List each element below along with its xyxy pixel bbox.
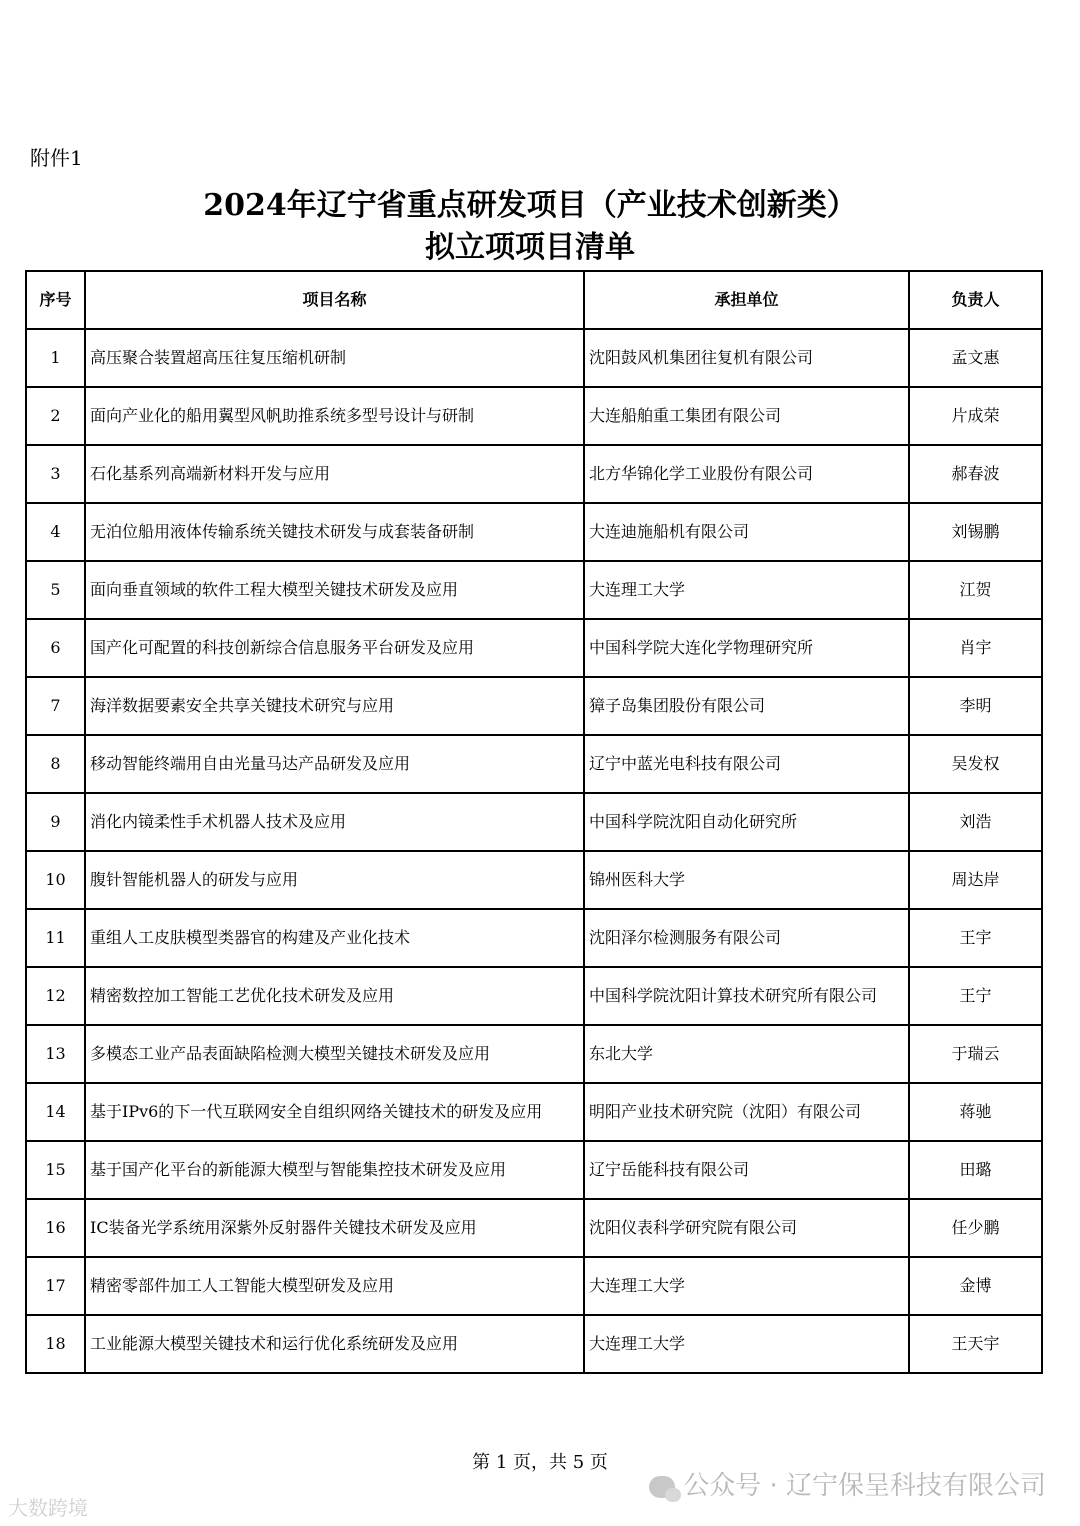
cell-no: 16 — [26, 1199, 85, 1257]
table-row — [26, 793, 1042, 851]
cell-project-name: 移动智能终端用自由光量马达产品研发及应用 — [85, 735, 584, 793]
table-row — [26, 619, 1042, 677]
cell-unit: 大连船舶重工集团有限公司 — [584, 387, 909, 445]
cell-no: 10 — [26, 851, 85, 909]
page-footer: 第 1 页，共 5 页 — [472, 1452, 608, 1473]
cell-no: 6 — [26, 619, 85, 677]
header-no: 序号 — [26, 271, 85, 329]
cell-project-name: 基于国产化平台的新能源大模型与智能集控技术研发及应用 — [85, 1141, 584, 1199]
cell-project-name: 基于IPv6的下一代互联网安全自组织网络关键技术的研发及应用 — [85, 1083, 584, 1141]
table-row — [26, 1257, 1042, 1315]
watermark — [649, 1465, 1046, 1502]
header-project-name: 项目名称 — [85, 271, 584, 329]
attachment-label: 附件1 — [30, 146, 83, 170]
cell-unit: 沈阳泽尔检测服务有限公司 — [584, 909, 909, 967]
cell-unit: 东北大学 — [584, 1025, 909, 1083]
cell-no: 7 — [26, 677, 85, 735]
cell-project-name: 高压聚合装置超高压往复压缩机研制 — [85, 329, 584, 387]
wechat-icon — [649, 1476, 675, 1498]
table-row — [26, 503, 1042, 561]
cell-lead: 吴发权 — [909, 735, 1042, 793]
cell-lead: 江贺 — [909, 561, 1042, 619]
cell-project-name: 消化内镜柔性手术机器人技术及应用 — [85, 793, 584, 851]
cell-no: 3 — [26, 445, 85, 503]
table-row — [26, 1083, 1042, 1141]
table-row — [26, 329, 1042, 387]
cell-unit: 辽宁中蓝光电科技有限公司 — [584, 735, 909, 793]
cell-lead: 刘浩 — [909, 793, 1042, 851]
cell-project-name: 国产化可配置的科技创新综合信息服务平台研发及应用 — [85, 619, 584, 677]
table-row — [26, 1315, 1042, 1373]
cell-project-name: 面向垂直领域的软件工程大模型关键技术研发及应用 — [85, 561, 584, 619]
cell-lead: 片成荣 — [909, 387, 1042, 445]
cell-lead: 李明 — [909, 677, 1042, 735]
cell-unit: 獐子岛集团股份有限公司 — [584, 677, 909, 735]
cell-unit: 北方华锦化学工业股份有限公司 — [584, 445, 909, 503]
table-row — [26, 851, 1042, 909]
table-row — [26, 1199, 1042, 1257]
table-row — [26, 1025, 1042, 1083]
cell-unit: 沈阳鼓风机集团往复机有限公司 — [584, 329, 909, 387]
cell-no: 9 — [26, 793, 85, 851]
table-row — [26, 967, 1042, 1025]
cell-lead: 于瑞云 — [909, 1025, 1042, 1083]
table-row — [26, 561, 1042, 619]
cell-no: 15 — [26, 1141, 85, 1199]
cell-lead: 周达岸 — [909, 851, 1042, 909]
cell-project-name: 腹针智能机器人的研发与应用 — [85, 851, 584, 909]
cell-project-name: 精密零部件加工人工智能大模型研发及应用 — [85, 1257, 584, 1315]
cell-unit: 大连理工大学 — [584, 561, 909, 619]
cell-no: 12 — [26, 967, 85, 1025]
table-row — [26, 1141, 1042, 1199]
cell-project-name: 面向产业化的船用翼型风帆助推系统多型号设计与研制 — [85, 387, 584, 445]
cell-no: 17 — [26, 1257, 85, 1315]
cell-unit: 中国科学院沈阳计算技术研究所有限公司 — [584, 967, 909, 1025]
cell-no: 14 — [26, 1083, 85, 1141]
cell-project-name: 石化基系列高端新材料开发与应用 — [85, 445, 584, 503]
cell-lead: 蒋驰 — [909, 1083, 1042, 1141]
cell-lead: 田璐 — [909, 1141, 1042, 1199]
table-row — [26, 445, 1042, 503]
cell-no: 4 — [26, 503, 85, 561]
cell-unit: 中国科学院沈阳自动化研究所 — [584, 793, 909, 851]
cell-unit: 大连理工大学 — [584, 1315, 909, 1373]
header-unit: 承担单位 — [584, 271, 909, 329]
cell-no: 18 — [26, 1315, 85, 1373]
cell-lead: 王宇 — [909, 909, 1042, 967]
document-title: 2024年辽宁省重点研发项目（产业技术创新类） — [203, 188, 857, 223]
header-lead: 负责人 — [909, 271, 1042, 329]
cell-project-name: 工业能源大模型关键技术和运行优化系统研发及应用 — [85, 1315, 584, 1373]
cell-unit: 中国科学院大连化学物理研究所 — [584, 619, 909, 677]
table-row — [26, 909, 1042, 967]
cell-unit: 锦州医科大学 — [584, 851, 909, 909]
watermark-text: 公众号 · 辽宁保呈科技有限公司 — [683, 1471, 1046, 1501]
cell-project-name: 精密数控加工智能工艺优化技术研发及应用 — [85, 967, 584, 1025]
cell-lead: 肖宇 — [909, 619, 1042, 677]
document-subtitle: 拟立项项目清单 — [425, 230, 635, 265]
cell-project-name: IC装备光学系统用深紫外反射器件关键技术研发及应用 — [85, 1199, 584, 1257]
cell-no: 13 — [26, 1025, 85, 1083]
cell-project-name: 重组人工皮肤模型类器官的构建及产业化技术 — [85, 909, 584, 967]
table-row — [26, 387, 1042, 445]
cell-unit: 大连理工大学 — [584, 1257, 909, 1315]
cell-lead: 任少鹏 — [909, 1199, 1042, 1257]
project-table — [25, 270, 1043, 1374]
cell-no: 2 — [26, 387, 85, 445]
cell-lead: 孟文惠 — [909, 329, 1042, 387]
corner-watermark: 大数跨境 — [8, 1496, 88, 1520]
cell-project-name: 无泊位船用液体传输系统关键技术研发与成套装备研制 — [85, 503, 584, 561]
cell-lead: 王天宇 — [909, 1315, 1042, 1373]
cell-lead: 刘锡鹏 — [909, 503, 1042, 561]
cell-unit: 沈阳仪表科学研究院有限公司 — [584, 1199, 909, 1257]
cell-no: 1 — [26, 329, 85, 387]
cell-unit: 辽宁岳能科技有限公司 — [584, 1141, 909, 1199]
cell-lead: 王宁 — [909, 967, 1042, 1025]
cell-no: 11 — [26, 909, 85, 967]
table-row — [26, 677, 1042, 735]
cell-unit: 明阳产业技术研究院（沈阳）有限公司 — [584, 1083, 909, 1141]
cell-lead: 郝春波 — [909, 445, 1042, 503]
table-row — [26, 735, 1042, 793]
cell-no: 5 — [26, 561, 85, 619]
cell-project-name: 多模态工业产品表面缺陷检测大模型关键技术研发及应用 — [85, 1025, 584, 1083]
cell-no: 8 — [26, 735, 85, 793]
table-header-row — [26, 271, 1042, 329]
cell-unit: 大连迪施船机有限公司 — [584, 503, 909, 561]
cell-lead: 金博 — [909, 1257, 1042, 1315]
cell-project-name: 海洋数据要素安全共享关键技术研究与应用 — [85, 677, 584, 735]
